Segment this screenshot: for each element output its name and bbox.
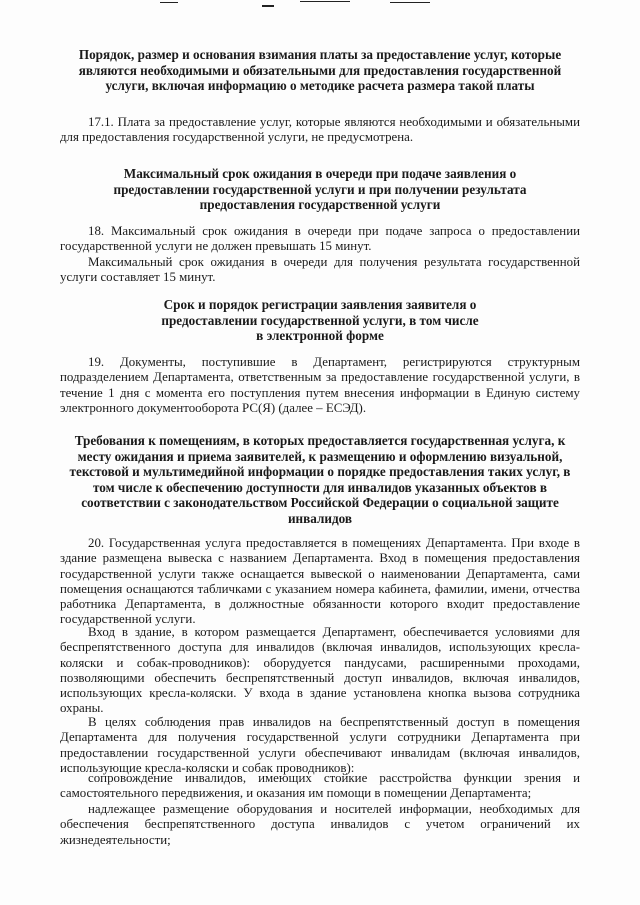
paragraph-20-e: надлежащее размещение оборудования и носителей информации, необходимых для обеспечения беспрепятственного доступа инвалидов с учетом ограничений их жизнедеятельности; <box>60 802 580 847</box>
scan-artifact <box>300 1 350 2</box>
section-heading-registration: Срок и порядок регистрации заявления заявителя о предоставлении государственной услуги, в том числе в электронной форме <box>161 297 479 344</box>
paragraph-20-b: Вход в здание, в котором размещается Департамент, обеспечивается условиями для беспрепятственного доступа для инвалидов (включая инвалидов, использующих кресла-коляски и собак-проводников): оборудуется пандусами, расширенными проходами, позволяющими обеспечить беспрепятственный доступ инвалидов, включая инвалидов, использующих кресла-коляски. У входа в здание установлена кнопка вызова сотрудника охраны. <box>60 625 580 716</box>
scan-artifact <box>262 5 274 7</box>
scan-artifact <box>390 2 430 3</box>
paragraph-20-d: сопровождение инвалидов, имеющих стойкие расстройства функции зрения и самостоятельного передвижения, и оказания им помощи в помещении Департамента; <box>60 771 580 801</box>
section-heading-queue: Максимальный срок ожидания в очереди при подаче заявления о предоставлении государственной услуги и при получении результата предоставления государственной услуги <box>113 166 527 213</box>
paragraph-19: 19. Документы, поступившие в Департамент, регистрируются структурным подразделением Департамента, ответственным за предоставление государственной услуги, в течение 1 дня с момента его поступления путем внесения информации в Единую систему электронного документооборота РС(Я) (далее – ЕСЭД). <box>60 355 580 415</box>
paragraph-20: 20. Государственная услуга предоставляется в помещениях Департамента. При входе в здание размещена вывеска с названием Департамента. Вход в помещения предоставления государственной услуги также оснащается вывеской о наименовании Департамента, сами помещения оснащаются табличками с указанием номера кабинета, фамилии, имени, отчества работника Департамента, в должностные обязанности которого входит предоставление государственной услуги. <box>60 536 580 627</box>
scan-artifact <box>160 2 178 3</box>
paragraph-17-1: 17.1. Плата за предоставление услуг, которые являются необходимыми и обязательными для предоставления государственной услуги, не предусмотрена. <box>60 115 580 145</box>
paragraph-18: 18. Максимальный срок ожидания в очереди при подаче запроса о предоставлении государственной услуги не должен превышать 15 минут. <box>60 224 580 254</box>
section-heading-premises: Требования к помещениям, в которых предоставляется государственная услуга, к месту ожидания и приема заявителей, к размещению и оформлению визуальной, текстовой и мультимедийной информации о порядке предоставления таких услуг, в том числе к обеспечению доступности для инвалидов указанных объектов в соответствии с законодательством Российской Федерации о социальной защите инвалидов <box>69 433 571 526</box>
paragraph-18-b: Максимальный срок ожидания в очереди для получения результата государственной услуги составляет 15 минут. <box>60 255 580 285</box>
paragraph-20-c: В целях соблюдения прав инвалидов на беспрепятственный доступ в помещения Департамента для получения государственной услуги сотрудники Департамента при предоставлении государственной услуги обеспечивают инвалидам (включая инвалидов, использующие кресла-коляски и собак проводников): <box>60 715 580 775</box>
section-heading-fee: Порядок, размер и основания взимания платы за предоставление услуг, которые являются необходимыми и обязательными для предоставления государственной услуги, включая информацию о методике расчета размера такой платы <box>78 47 562 94</box>
